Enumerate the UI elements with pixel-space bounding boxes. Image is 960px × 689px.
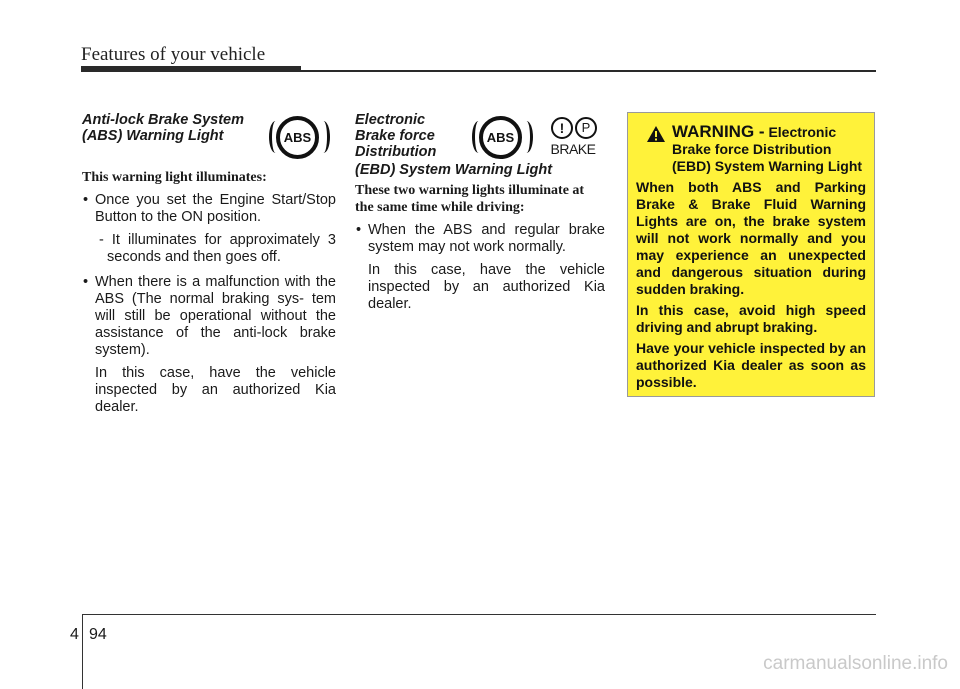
warning-box xyxy=(627,112,875,397)
ebd-heading-line4: (EBD) System Warning Light xyxy=(355,162,553,178)
ebd-section xyxy=(355,112,605,321)
abs-intro: This warning light illuminates: xyxy=(82,170,267,185)
abs-bullet-1 xyxy=(82,192,336,266)
footer-vertical-rule xyxy=(82,614,83,689)
abs-bullet-list xyxy=(82,192,336,416)
warning-para-1: When both ABS and Parking Brake & Brake Fluid Warning Lights are on, the brake system will not work normally and you may experience an unexpected and dangerous situation during sudden braking. xyxy=(636,179,866,297)
brake-exclamation-icon: ! xyxy=(551,117,573,139)
abs-bullet-1-sub: - It illuminates for approximately 3 seconds and then goes off. xyxy=(99,232,336,265)
ebd-heading xyxy=(355,112,605,178)
abs-heading-line2: (ABS) Warning Light xyxy=(82,128,224,144)
abs-heading xyxy=(82,112,257,144)
header-rule xyxy=(301,70,876,72)
warning-title-line3: (EBD) System Warning Light xyxy=(672,158,863,174)
ebd-bullet-1-note: In this case, have the vehicle inspected by an authorized Kia dealer. xyxy=(368,262,605,312)
warning-header xyxy=(636,123,866,175)
ebd-heading-line1: Electronic xyxy=(355,112,426,128)
ebd-intro: These two warning lights illuminate at the same time while driving: xyxy=(355,183,585,215)
warning-triangle-icon xyxy=(646,125,666,143)
abs-section xyxy=(82,112,336,424)
warning-title-line1: Electronic xyxy=(768,124,837,140)
ebd-bullet-1 xyxy=(355,222,605,313)
abs-bullet-1-text: Once you set the Engine Start/Stop Button to the ON position. xyxy=(95,192,336,225)
warning-para-3: Have your vehicle inspected by an authorized Kia dealer as soon as possible. xyxy=(636,340,866,390)
abs-heading-line1: Anti-lock Brake System xyxy=(82,112,244,128)
brake-icon-label: BRAKE xyxy=(550,141,596,157)
header-bar xyxy=(81,66,301,72)
chapter-number: 4 xyxy=(70,626,79,643)
warning-label: WARNING - xyxy=(672,122,765,141)
page-header-title: Features of your vehicle xyxy=(81,44,266,65)
watermark: carmanualsonline.info xyxy=(763,653,948,674)
ebd-abs-icon-text: ABS xyxy=(486,130,515,145)
abs-bullet-2-note: In this case, have the vehicle inspected by an authorized Kia dealer. xyxy=(95,365,336,415)
warning-title-line2: Brake force Distribution xyxy=(672,141,832,157)
ebd-heading-line2: Brake force xyxy=(355,128,435,144)
abs-bullet-2 xyxy=(82,274,336,416)
abs-icon-text: ABS xyxy=(283,130,312,145)
page-number: 94 xyxy=(89,626,107,643)
footer-horizontal-rule xyxy=(82,614,876,615)
brake-parking-letter: P xyxy=(581,120,591,135)
ebd-heading-line3: Distribution xyxy=(355,144,437,160)
abs-bullet-2-text: When there is a malfunction with the ABS (The normal braking sys- tem will still be operational without the assistance of the anti-lock brake system). xyxy=(95,274,336,358)
ebd-bullet-list xyxy=(355,222,605,313)
ebd-bullet-1-text: When the ABS and regular brake system may not work normally. xyxy=(368,222,605,255)
warning-para-2: In this case, avoid high speed driving and abrupt braking. xyxy=(636,302,866,335)
